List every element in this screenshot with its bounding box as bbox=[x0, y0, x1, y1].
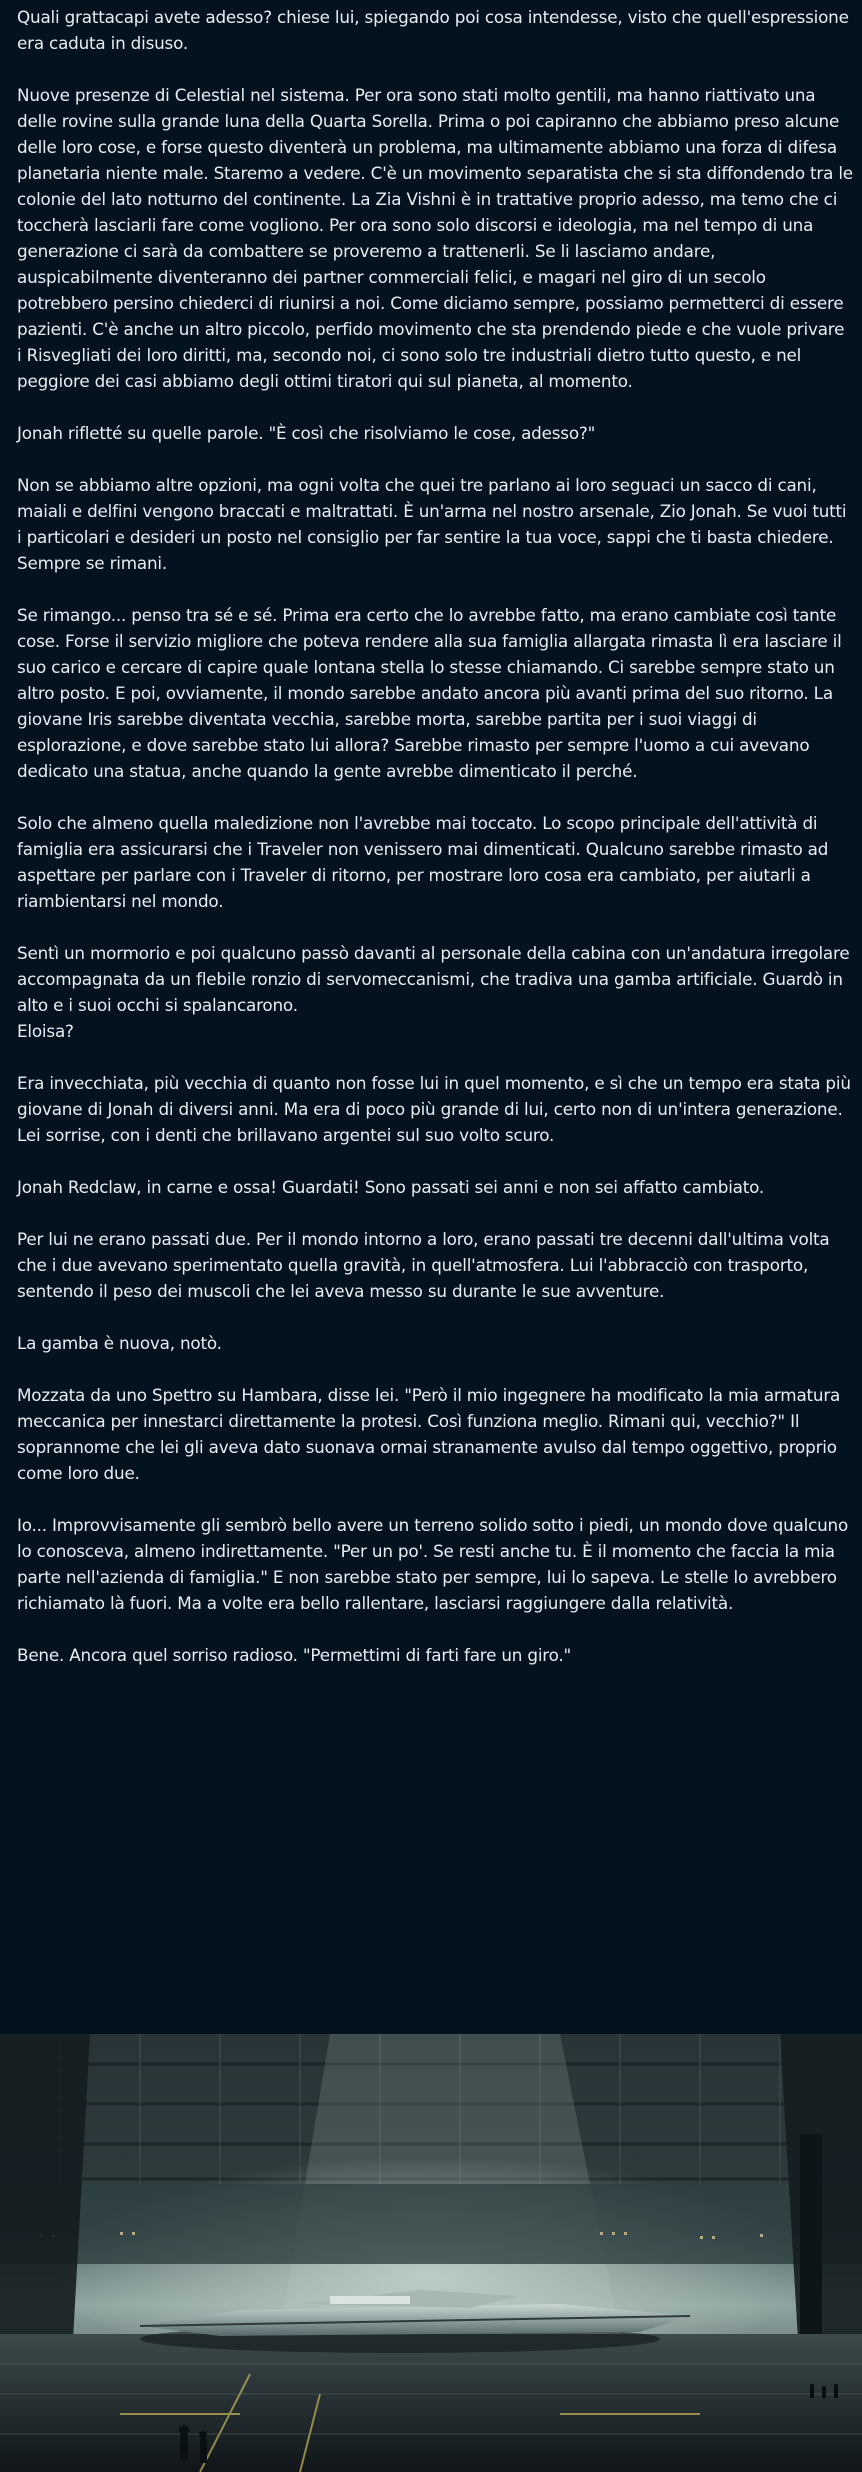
story-text bbox=[17, 4, 853, 1694]
paragraph: Quali grattacapi avete adesso? chiese lui, spiegando poi cosa intendesse, visto che quell'espressione era caduta in disuso. bbox=[17, 7, 849, 53]
paragraph: Mozzata da uno Spettro su Hambara, disse lei. "Però il mio ingegnere ha modificato la mia armatura meccanica per innestarci direttamente la protesi. Così funziona meglio. Rimani qui, vecchio?" Il soprannome che lei gli aveva dato suonava ormai stranamente avulso dal tempo oggettivo, proprio come loro due. bbox=[17, 1385, 841, 1483]
paragraph: Jonah Redclaw, in carne e ossa! Guardati! Sono passati sei anni e non sei affatto cambiato. bbox=[17, 1177, 765, 1197]
paragraph: Nuove presenze di Celestial nel sistema. Per ora sono stati molto gentili, ma hanno riattivato una delle rovine sulla grande luna della Quarta Sorella. Prima o poi capiranno che abbiamo preso alcune delle loro cose, e forse questo diventerà un problema, ma ultimamente abbiamo una forza di difesa planetaria niente male. Staremo a vedere. C'è un movimento separatista che si sta diffondendo tra le colonie del lato notturno del continente. La Zia Vishni è in trattative proprio adesso, ma temo che ci toccherà lasciarli fare come vogliono. Per ora sono solo discorsi e ideologia, ma nel tempo di una generazione ci sarà da combattere se proveremo a trattenerli. Se li lasciamo andare, auspicabilmente diventeranno dei partner commerciali felici, e magari nel giro di un secolo potrebbero persino chiederci di riunirsi a noi. Come diciamo sempre, possiamo permetterci di essere pazienti. C'è anche un altro piccolo, perfido movimento che sta prendendo piede e che vuole privare i Risvegliati dei loro diritti, ma, secondo noi, ci sono solo tre industriali dietro tutto questo, e nel peggiore dei casi abbiamo degli ottimi tiratori qui sul pianeta, al momento. bbox=[17, 85, 853, 391]
paragraph: La gamba è nuova, notò. bbox=[17, 1333, 222, 1353]
paragraph: Se rimango... penso tra sé e sé. Prima era certo che lo avrebbe fatto, ma erano cambiate così tante cose. Forse il servizio migliore che poteva rendere alla sua famiglia allargata rimasta lì era lasciare il suo carico e cercare di capire quale lontana stella lo stesse chiamando. Ci sarebbe sempre stato un altro posto. E poi, ovviamente, il mondo sarebbe andato ancora più avanti prima del suo ritorno. La giovane Iris sarebbe diventata vecchia, sarebbe morta, sarebbe partita per i suoi viaggi di esplorazione, e dove sarebbe stato lui allora? Sarebbe rimasto per sempre l'uomo a cui avevano dedicato una statua, anche quando la gente avrebbe dimenticato il perché. bbox=[17, 605, 842, 781]
paragraph: Era invecchiata, più vecchia di quanto non fosse lui in quel momento, e sì che un tempo era stata più giovane di Jonah di diversi anni. Ma era di poco più grande di lui, certo non di un'intera generazione. Lei sorrise, con i denti che brillavano argentei sul suo volto scuro. bbox=[17, 1073, 851, 1145]
paragraph: Io... Improvvisamente gli sembrò bello avere un terreno solido sotto i piedi, un mondo dove qualcuno lo conosceva, almeno indirettamente. "Per un po'. Se resti anche tu. È il momento che faccia la mia parte nell'azienda di famiglia." E non sarebbe stato per sempre, lui lo sapeva. Le stelle lo avrebbero richiamato là fuori. Ma a volte era bello rallentare, lasciarsi raggiungere dalla relatività. bbox=[17, 1515, 849, 1613]
paragraph: Per lui ne erano passati due. Per il mondo intorno a loro, erano passati tre decenni dall'ultima volta che i due avevano sperimentato quella gravità, in quell'atmosfera. Lui l'abbracciò con trasporto, sentendo il peso dei muscoli che lei aveva messo su durante le sue avventure. bbox=[17, 1229, 830, 1301]
spaceport-illustration bbox=[0, 2034, 862, 2472]
paragraph: Sentì un mormorio e poi qualcuno passò davanti al personale della cabina con un'andatura irregolare accompagnata da un flebile ronzio di servomeccanismi, che tradiva una gamba artificiale. Guardò in alto e i suoi occhi si spalancarono. Eloisa? bbox=[17, 943, 850, 1041]
paragraph: Non se abbiamo altre opzioni, ma ogni volta che quei tre parlano ai loro seguaci un sacco di cani, maiali e delfini vengono braccati e maltrattati. È un'arma nel nostro arsenale, Zio Jonah. Se vuoi tutti i particolari e desideri un posto nel consiglio per far sentire la tua voce, sappi che ti basta chiedere. Sempre se rimani. bbox=[17, 475, 847, 573]
paragraph: Solo che almeno quella maledizione non l'avrebbe mai toccato. Lo scopo principale dell'attività di famiglia era assicurarsi che i Traveler non venissero mai dimenticati. Qualcuno sarebbe rimasto ad aspettare per parlare con i Traveler di ritorno, per mostrare loro cosa era cambiato, per aiutarli a riambientarsi nel mondo. bbox=[17, 813, 829, 911]
paragraph: Jonah rifletté su quelle parole. "È così che risolviamo le cose, adesso?" bbox=[17, 423, 596, 443]
paragraph: Bene. Ancora quel sorriso radioso. "Permettimi di farti fare un giro." bbox=[17, 1645, 572, 1665]
